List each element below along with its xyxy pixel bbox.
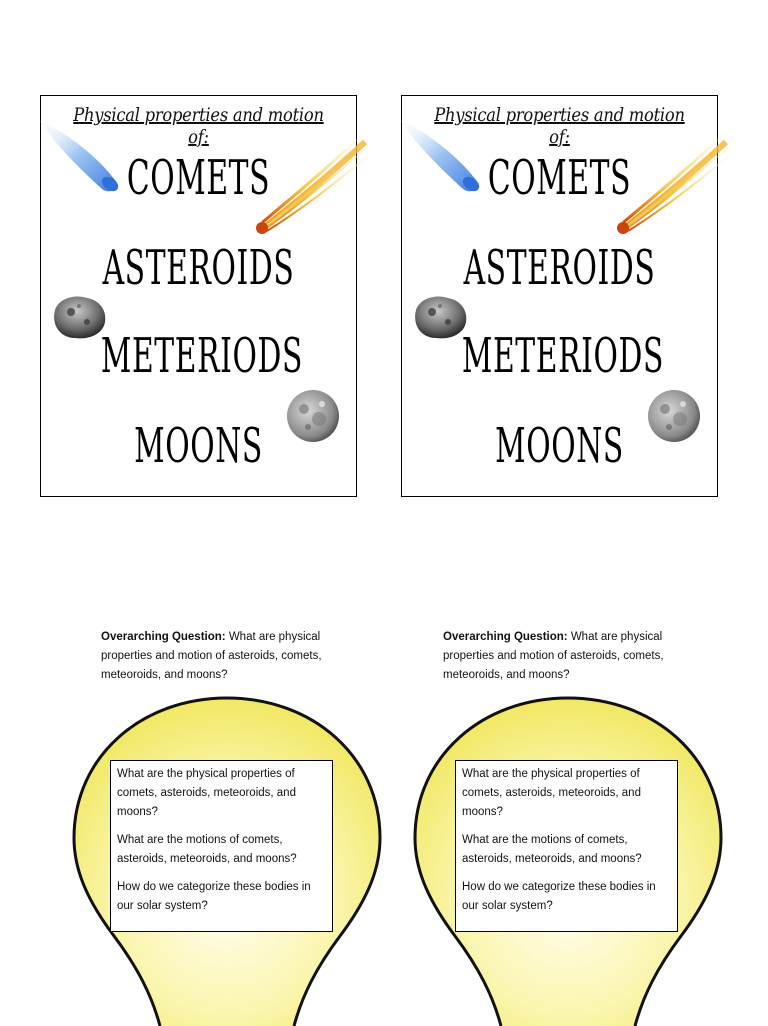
card-heading: Physical properties and motion of:: [73, 104, 324, 148]
guiding-question: What are the motions of comets, asteroids, meteoroids, and moons?: [117, 834, 297, 865]
topic-asteroids: ASTEROIDS: [463, 240, 656, 296]
overarching-label: Overarching Question:: [101, 631, 226, 643]
guiding-question: What are the physical properties of comets, asteroids, meteoroids, and moons?: [117, 768, 296, 818]
overarching-question-left: [101, 628, 361, 685]
guiding-question: How do we categorize these bodies in our solar system?: [462, 881, 656, 912]
overarching-text: What are physical properties and motion of asteroids, comets, meteoroids, and moons?: [443, 631, 664, 681]
topic-moons: MOONS: [495, 418, 624, 474]
guiding-question: How do we categorize these bodies in our solar system?: [117, 881, 311, 912]
card-heading: Physical properties and motion of:: [434, 104, 685, 148]
topic-asteroids: ASTEROIDS: [102, 240, 295, 296]
topic-moons: MOONS: [134, 418, 263, 474]
guiding-question: What are the motions of comets, asteroids, meteoroids, and moons?: [462, 834, 642, 865]
overarching-label: Overarching Question:: [443, 631, 568, 643]
overarching-question-right: [443, 628, 703, 685]
cover-card-right: [401, 95, 718, 497]
overarching-text: What are physical properties and motion of asteroids, comets, meteoroids, and moons?: [101, 631, 322, 681]
topic-meteriods: METERIODS: [100, 328, 304, 384]
guiding-questions-box-left: [110, 760, 333, 932]
topic-comets: COMETS: [487, 150, 632, 206]
guiding-questions-box-right: [455, 760, 678, 932]
guiding-question: What are the physical properties of comets, asteroids, meteoroids, and moons?: [462, 768, 641, 818]
topic-meteriods: METERIODS: [461, 328, 665, 384]
topic-comets: COMETS: [126, 150, 271, 206]
cover-card-left: [40, 95, 357, 497]
